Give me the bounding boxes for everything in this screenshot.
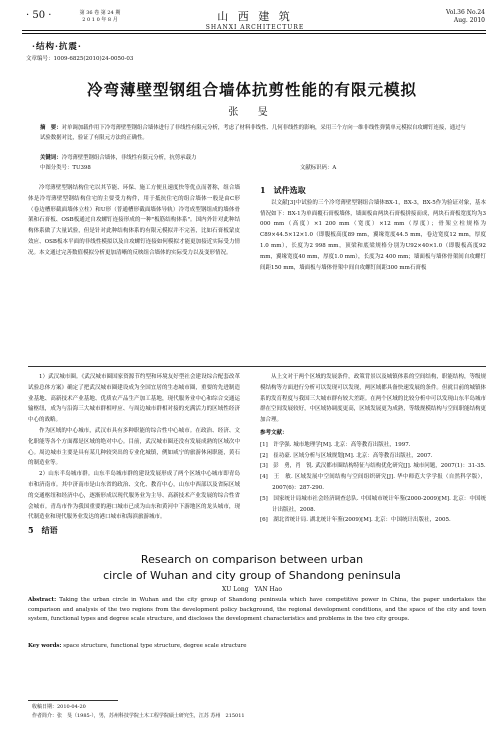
date-en: Aug. 2010: [453, 17, 485, 24]
journal-name-cn: 山 西 建 筑: [217, 10, 293, 23]
article-number: 文章编号：1009-6825(2010)24-0050-03: [26, 56, 134, 62]
english-abstract-label: Abstract:: [28, 597, 57, 603]
abstract-label: 摘 要：: [40, 125, 62, 131]
author-bio: 作者简介：张 旻（1985-），男，苏州科技学院土木工程学院硕士研究生，江苏 苏州 215011: [32, 712, 245, 719]
english-title-line1: Research on comparison between urban: [140, 553, 364, 566]
section1-paragraph: 以文献[3]中试验的三个冷弯薄壁型钢组合墙体BX-1，BX-3，BX-5作为验证对象，基本情况如下：BX-1为单面覆石膏板墙体，墙面板由两块石膏板拼接而成，两块石膏板宽度均为3 000 mm（高度）×1 200 mm（宽度）×12 mm（厚度）；骨架立柱规格为C89×44.5×12×1.0（即腹板高度89 mm，翼缘宽度44.5 mm，卷边宽度12 mm，厚度1.0 mm），长度为2 998 mm，顶梁和底梁规格分别为U92×40×1.0（即腹板高度92 mm，翼缘宽度40 mm，厚度1.0 mm），长度为2 400 mm；墙面板与墙体骨架间自攻螺钉间距150 mm，墙面板与墙体骨架中间自攻螺钉间距300 mm石膏板: [260, 199, 486, 271]
english-keywords: [28, 643, 486, 649]
volume-cn: 第 36 卷 第 24 期: [79, 10, 121, 16]
conclusion-paragraph: 从上文对于两个区域的发展条件，政策背景以及城镇体系的空间结构，职能结构，等级规模结构等方面进行分析可以发现可以发现，两区域都具备快速发展的条件。但就目前的城镇体系的发育程度与我国三大城市群有较大差距。在两个区域的比较分析中可以发现山东半岛城市群在空间发展较好，中区域协调度更高，区域发展更为成熟，等级规模结构与空间职能结构更加合理。: [260, 374, 486, 424]
article-title: 冷弯薄壁型钢组合墙体抗剪性能的有限元模拟: [86, 81, 417, 99]
english-keywords-text: space structure, functional type structure, degree scale structure: [63, 643, 247, 649]
document-code: 文献标识码：A: [300, 165, 337, 171]
page-number: · 50 ·: [26, 10, 52, 21]
volume-en: Vol.36 No.24: [445, 9, 485, 16]
english-title: [0, 552, 504, 584]
received-date: 收稿日期：2010-04-20: [32, 704, 86, 710]
reference-item: [3] 彭 勇，肖 锐. 武汉都市圈结构特征与结构优化研究[J]. 城市问题，2007(1)：31-35.: [260, 463, 486, 470]
references-heading: 参考文献：: [260, 429, 288, 436]
body-paragraph: 作为区域的中心城市，武汉市具有多种职能的综合性中心城市。在政治、经济、文化职能等各个方面都是区域的绝对中心。目前，武汉城市圈还没有发展成熟的区域次中心。周边城市主要是具有某几种较突出的专业化城镇，例如咸宁的旅游休闲职能，黄石的制造业等。: [28, 427, 240, 467]
journal-name-en: SHANXI ARCHITECTURE: [205, 24, 305, 31]
keywords: [40, 153, 470, 161]
reference-item: [2] 崔功豪. 区域分析与区域规划[M]. 北京：高等教育出版社，2007.: [260, 452, 433, 459]
abstract-text: 对单调加载作用下冷弯薄壁型钢组合墙体进行了非线性有限元分析，考虑了材料非线性、几何非线性的影响，采用三个方向一维非线性弹簧单元模拟自攻螺钉连接，通过与试验数据对比，验证了有限元方法的正确性。: [40, 125, 466, 141]
reference-item: [6] 湖北省统计局. 湖北统计年鉴(2009)[M]. 北京：中国统计出版社，2005.: [260, 517, 451, 524]
reference-item: [5] 国家统计局城市社会经济调查总队. 中国城市统计年鉴(2000-2009)[M]. 北京：中国统计出版社，2008.: [260, 495, 486, 513]
journal-name: [205, 8, 305, 31]
article-author: 张 旻: [228, 107, 276, 118]
body-left-column: [28, 372, 240, 538]
issue-info-en: [425, 9, 485, 25]
footnote: [32, 703, 245, 720]
footnote-rule: [28, 700, 118, 701]
issue-info-cn: [70, 10, 130, 24]
body-paragraph: 2）山东半岛城市群。山东半岛城市群的建设发展形成了两个区域中心城市即青岛市和济南市。其中济南市是山东省的政治、文化、教育中心，山东中西部以及省际区域的交通枢纽和经济中心，逐渐形成以现代服务业为主导、高新技术产业发展的综合性省会城市。青岛市作为我国重要的港口城市已成为山东和黄河中下游地区的龙头城市，现代制造业和现代服务业发达的港口城市和海滨旅游城市。: [28, 471, 240, 521]
keywords-text: 冷弯薄壁型钢组合墙体，非线性有限元分析，抗剪承载力: [61, 155, 197, 161]
section1-column: [260, 183, 486, 273]
english-keywords-label: Key words:: [28, 643, 62, 649]
header-rule: [22, 30, 486, 31]
date-cn: 2 0 1 0 年 8 月: [82, 17, 118, 23]
intro-column: [28, 183, 240, 259]
reference-item: [1] 许学强. 城市地理学[M]. 北京：高等教育出版社，1997.: [260, 441, 411, 448]
section-tag: ·结构·抗震·: [32, 42, 82, 52]
header-rule-thin: [22, 33, 486, 34]
body-paragraph: 1）武汉城市圈。《武汉城市圈国家资源节约型和环境友好型社会建设综合配套改革试验总体方案》确定了把武汉城市圈建设成为全国宜居的生态城市圈，重要的先进制造业基地、高新技术产业基地、优质农产品生产加工基地，现代服务业中心和综合交通运输枢纽，成为与沿海三大城市群相呼应、与周边城市群相对接的充满活力的区域性经济中心的战略。: [28, 374, 240, 424]
section-divider: [28, 366, 486, 367]
reference-item: [4] 王 敏. 区域发展中空间结构与空间组织研究[J]. 华中师范大学学报（自然科学版），2007(6)：287-290.: [260, 474, 486, 491]
section5-heading: 5 结语: [28, 525, 58, 536]
english-abstract: [28, 596, 486, 625]
section1-heading: 1 试件选取: [260, 185, 306, 195]
english-authors: XU Long YAN Hao: [222, 586, 282, 593]
english-abstract-text: Taking the urban circle in Wuhan and the city group of Shandong peninsula which have competitive power in China, the paper undertakes the comparison and analysis of the two regions from the development policy background, the regional development conditions, and the space of the city and town system, functional types and degree scale structure, and discloses the development characteristics and problems in the two city groups.: [28, 597, 487, 622]
intro-paragraph: 冷弯薄壁型钢结构住宅以其节能、环保、施工方便且速度快等优点而著称，组合墙体是冷弯薄壁型钢结构住宅的主要受力构件，用于抵抗住宅的组合墙体一般是由C形（卷边槽形截面墙体立柱）和U形（普通槽形截面墙体导轨）冷弯成型钢组成的墙体骨架和石膏板、OSB板通过自攻螺钉连接形成的一种"板筋结构体系"。国内外针对此种结构体系做了大量试验，但是针对此种结构体系的有限元模拟并不完善，比如石膏板蒙皮效应、OSB板本平面的非线性模拟以及自攻螺钉连接如何模拟才能更加接近实际受力情况。本文通过完善数值模拟分析更加清晰的反映组合墙体的实际受力以及变形情况。: [28, 185, 240, 256]
body-right-column: [260, 372, 486, 526]
english-title-line2: circle of Wuhan and city group of Shandong peninsula: [103, 569, 401, 582]
classification-code: 中图分类号：TU398: [40, 165, 91, 171]
keywords-label: 关键词：: [40, 155, 62, 161]
abstract: [40, 124, 470, 143]
